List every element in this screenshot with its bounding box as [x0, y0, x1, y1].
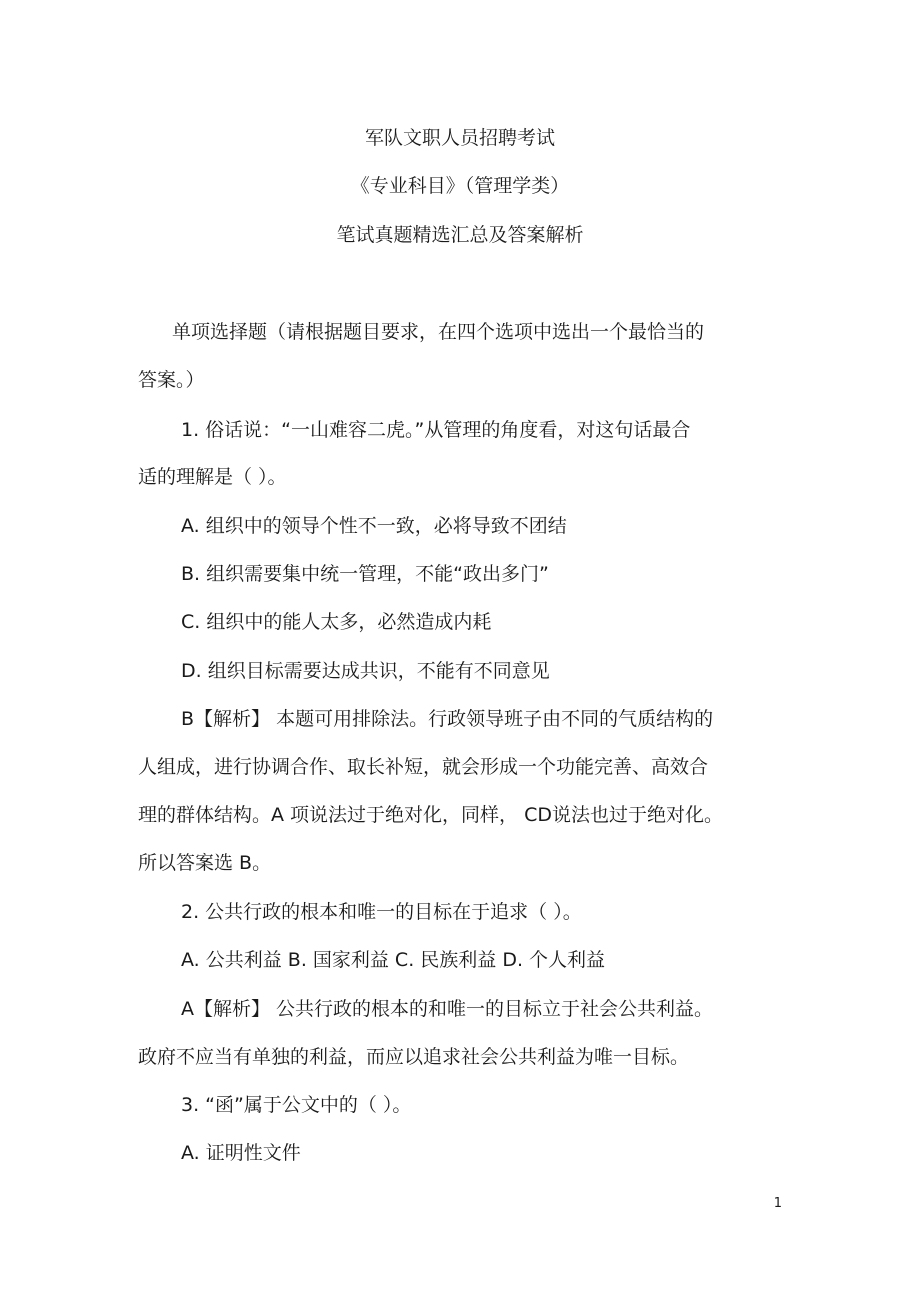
question-1-analysis-line-1: B【解析】 本题可用排除法。行政领导班子由不同的气质结构的	[181, 708, 714, 730]
instruction-line-1: 单项选择题（请根据题目要求，在四个选项中选出一个最恰当的	[172, 321, 705, 343]
question-3-option-a: A. 证明性文件	[181, 1142, 301, 1164]
question-1-analysis-line-2: 人组成，进行协调合作、取长补短，就会形成一个功能完善、高效合	[138, 756, 709, 778]
question-2-stem: 2. 公共行政的根本和唯一的目标在于追求（ ）。	[181, 901, 582, 923]
question-2-analysis-line-2: 政府不应当有单独的利益，而应以追求社会公共利益为唯一目标。	[138, 1046, 690, 1068]
question-1-option-a: A. 组织中的领导个性不一致，必将导致不团结	[181, 515, 567, 537]
question-1-option-d: D. 组织目标需要达成共识，不能有不同意见	[181, 660, 550, 682]
question-1-stem-line-2: 适的理解是（ ）。	[138, 466, 287, 488]
question-1-option-b: B. 组织需要集中统一管理，不能“政出多门”	[181, 563, 549, 585]
instruction-line-2: 答案。）	[138, 369, 205, 391]
document-title-line-3: 笔试真题精选汇总及答案解析	[336, 224, 584, 246]
question-1-option-c: C. 组织中的能人太多，必然造成内耗	[181, 611, 492, 633]
question-1-analysis-line-4: 所以答案选 B。	[138, 852, 272, 874]
question-2-analysis-line-1: A【解析】 公共行政的根本的和唯一的目标立于社会公共利益。	[181, 998, 714, 1020]
document-title-line-2: 《专业科目》（管理学类）	[350, 175, 570, 197]
question-3-stem: 3. “函”属于公文中的（ ）。	[181, 1094, 412, 1116]
question-2-options: A. 公共利益 B. 国家利益 C. 民族利益 D. 个人利益	[181, 949, 606, 971]
document-title-line-1: 军队文职人员招聘考试	[364, 127, 555, 149]
question-1-analysis-line-3: 理的群体结构。A 项说法过于绝对化，同样， CD说法也过于绝对化。	[138, 804, 723, 826]
page-number: 1	[773, 1196, 782, 1211]
question-1-stem-line-1: 1. 俗话说：“一山难容二虎。”从管理的角度看，对这句话最合	[181, 419, 691, 441]
